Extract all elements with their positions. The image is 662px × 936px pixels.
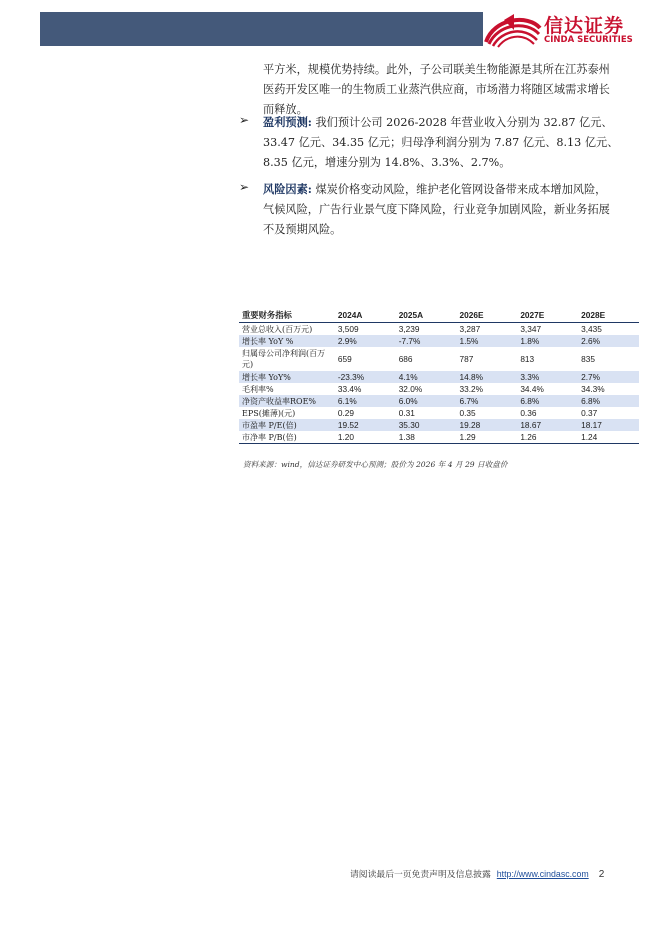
table-cell: 1.24 (578, 431, 639, 444)
table-cell: -7.7% (396, 335, 457, 347)
table-cell: 0.36 (520, 408, 537, 418)
table-cell: 2.9% (335, 335, 396, 347)
table-source-note: 资料来源：wind，信达证券研发中心预测；股价为 2026 年 4 月 29 日收盘价 (243, 460, 508, 469)
table-row-label: EPS(摊薄)(元) (242, 408, 296, 418)
table-header-cell: 重要财务指标 (239, 308, 335, 323)
table-cell: 3,509 (337, 324, 359, 334)
table-cell: 3,435 (581, 324, 602, 334)
table-row (239, 431, 639, 444)
table-cell: 33.2% (459, 384, 484, 394)
table-cell: 0.31 (398, 408, 415, 418)
risk-factors-line: 煤炭价格变动风险，维护老化管网设备带来成本增加风险， (315, 183, 607, 196)
table-cell: 4.1% (396, 371, 457, 383)
table-cell: 2.7% (578, 371, 639, 383)
table-cell: 14.8% (457, 371, 518, 383)
profit-forecast-line: 我们预计公司 2026-2028 年营业收入分别为 32.87 亿元、 (315, 116, 613, 129)
risk-factors-line: 不及预期风险。 (263, 223, 342, 236)
table-cell: 659 (337, 353, 352, 364)
table-cell: 0.37 (581, 408, 598, 418)
table-row (239, 347, 639, 371)
table-cell: -23.3% (335, 371, 396, 383)
table-cell: 1.20 (335, 431, 396, 444)
table-row-label: 营业总收入(百万元) (242, 324, 313, 334)
profit-forecast-paragraph (263, 112, 633, 173)
profit-forecast-label: 盈利预测: (263, 115, 312, 129)
table-row-label: 净资产收益率ROE% (239, 395, 335, 407)
table-row-label: 市盈率 P/E(倍) (239, 419, 335, 431)
table-header-row (239, 308, 639, 323)
table-row-label: 增长率 YoY% (239, 371, 335, 383)
table-cell: 813 (520, 353, 535, 364)
bullet-arrow-icon: ➢ (239, 180, 250, 194)
page-footer (350, 867, 604, 880)
table-row (239, 407, 639, 419)
footer-url-link[interactable]: http://www.cindasc.com (496, 869, 589, 879)
table-header-cell: 2028E (578, 308, 639, 323)
profit-forecast-line: 33.47 亿元、34.35 亿元；归母净利润分别为 7.87 亿元、8.13 亿元、 (263, 136, 619, 149)
table-cell: 3,287 (459, 324, 481, 334)
intro-line: 而释放。 (263, 103, 308, 116)
table-cell: 3.3% (517, 371, 578, 383)
table-cell: 35.30 (396, 419, 457, 431)
table-cell: 18.17 (578, 419, 639, 431)
table-cell: 6.8% (578, 395, 639, 407)
table-cell: 3,239 (398, 324, 420, 334)
table-cell: 0.29 (337, 408, 355, 418)
table-cell: 34.4% (520, 384, 544, 394)
intro-paragraph (263, 60, 633, 120)
header-bar (40, 12, 483, 46)
table-row-label: 增长率 YoY % (239, 335, 335, 347)
table-row-label: 市净率 P/B(倍) (239, 431, 335, 444)
table-row (239, 371, 639, 383)
risk-factors-paragraph (263, 179, 633, 240)
table-cell: 19.52 (335, 419, 396, 431)
table-cell: 6.8% (517, 395, 578, 407)
profit-forecast-line: 8.35 亿元，增速分别为 14.8%、3.3%、2.7%。 (263, 156, 511, 169)
table-cell: 6.7% (457, 395, 518, 407)
table-cell: 2.6% (578, 335, 639, 347)
table-cell: 34.3% (581, 384, 605, 394)
table-cell: 1.26 (517, 431, 578, 444)
table-cell: 19.28 (457, 419, 518, 431)
intro-line: 医药开发区唯一的生物质工业蒸汽供应商，市场潜力将随区域需求增长 (263, 83, 610, 96)
table-row-label: 毛利率% (242, 384, 274, 394)
table-header-cell: 2026E (457, 308, 518, 323)
risk-factors-line: 气候风险，广告行业景气度下降风险，行业竞争加剧风险，新业务拓展 (263, 203, 610, 216)
table-cell: 3,347 (520, 324, 542, 334)
table-row (239, 419, 639, 431)
intro-line: 平方米，规模优势持续。此外，子公司联美生物能源是其所在江苏泰州 (263, 63, 610, 76)
table-cell: 1.8% (517, 335, 578, 347)
table-cell: 0.35 (459, 408, 476, 418)
risk-factors-label: 风险因素: (263, 182, 312, 196)
table-row (239, 323, 639, 336)
table-row (239, 383, 639, 395)
logo-text-cn: 信达证券 (544, 15, 625, 37)
table-cell: 18.67 (517, 419, 578, 431)
table-cell: 835 (581, 353, 595, 364)
table-header-cell: 2027E (517, 308, 578, 323)
table-cell: 1.38 (396, 431, 457, 444)
table-cell: 33.4% (337, 384, 362, 394)
table-header-cell: 2025A (396, 308, 457, 323)
financial-metrics-table (239, 308, 639, 444)
cinda-logo-icon (484, 12, 542, 48)
table-cell: 1.5% (457, 335, 518, 347)
logo-text-en: CINDA SECURITIES (544, 35, 633, 45)
table-cell: 6.0% (396, 395, 457, 407)
table-cell: 32.0% (398, 384, 423, 394)
table-cell: 686 (398, 353, 413, 364)
footer-disclaimer: 请阅读最后一页免责声明及信息披露 (350, 870, 491, 880)
bullet-arrow-icon: ➢ (239, 113, 250, 127)
table-cell: 1.29 (457, 431, 518, 444)
cinda-logo (484, 12, 654, 48)
page-number: 2 (598, 869, 605, 880)
table-cell: 6.1% (335, 395, 396, 407)
table-row-label: 归属母公司净利润(百万元) (242, 349, 326, 369)
table-row (239, 395, 639, 407)
table-header-cell: 2024A (335, 308, 396, 323)
table-row (239, 335, 639, 347)
table-cell: 787 (459, 353, 474, 364)
